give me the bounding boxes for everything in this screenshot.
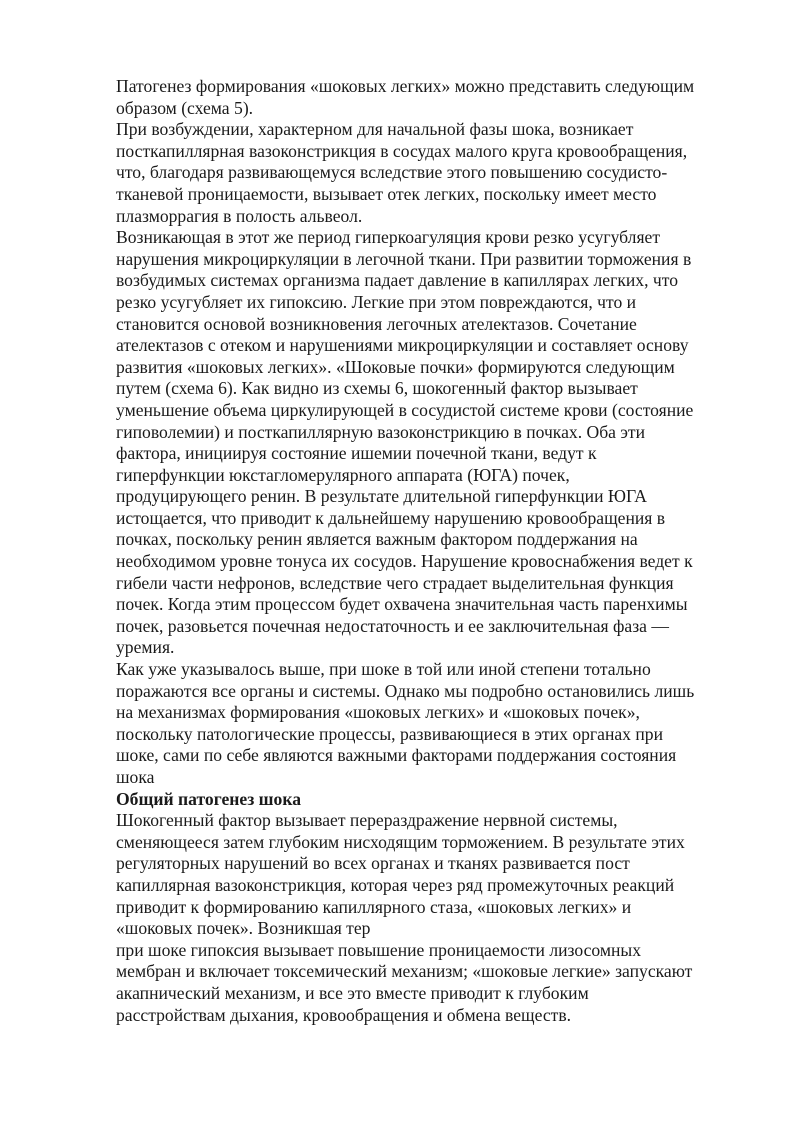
- text-line: продуцирующего ренин. В результате длительной гиперфункции ЮГА: [116, 486, 647, 507]
- text-line: при шоке гипоксия вызывает повышение проницаемости лизосомных: [116, 939, 642, 960]
- text-line: мембран и включает токсемический механизм; «шоковые легкие» запускают: [116, 961, 693, 982]
- section-heading: Общий патогенез шока: [116, 788, 301, 809]
- text-line: При возбуждении, характерном для начальной фазы шока, возникает: [116, 119, 634, 140]
- text-line: акапнический механизм, и все это вместе приводит к глубоким: [116, 982, 589, 1003]
- text-line: гибели части нефронов, вследствие чего страдает выделительная функция: [116, 572, 674, 593]
- text-line: «шоковых почек». Возникшая тер: [116, 918, 371, 939]
- text-line: гиповолемии) и посткапиллярную вазоконстрикцию в почках. Оба эти: [116, 421, 646, 442]
- text-line: тканевой проницаемости, вызывает отек легких, поскольку имеет место: [116, 183, 657, 204]
- text-line: образом (схема 5).: [116, 97, 254, 118]
- text-line: Патогенез формирования «шоковых легких» можно представить следующим: [116, 76, 695, 96]
- text-line: уремия.: [116, 637, 175, 658]
- text-line: резко усугубляет их гипоксию. Легкие при этом повреждаются, что и: [116, 291, 637, 312]
- document-page: [116, 76, 768, 1026]
- text-line: плазморрагия в полость альвеол.: [116, 205, 363, 226]
- text-line: поскольку патологические процессы, развивающиеся в этих органах при: [116, 723, 663, 744]
- text-line: что, благодаря развивающемуся вследствие этого повышению сосудисто-: [116, 162, 668, 183]
- text-line: почек. Когда этим процессом будет охвачена значительная часть паренхимы: [116, 594, 688, 615]
- text-line: фактора, инициируя состояние ишемии почечной ткани, ведут к: [116, 443, 597, 464]
- text-line: развития «шоковых легких». «Шоковые почки» формируются следующим: [116, 356, 675, 377]
- text-line: возбудимых системах организма падает давление в капиллярах легких, что: [116, 270, 678, 291]
- text-line: капиллярная вазоконстрикция, которая через ряд промежуточных реакций: [116, 874, 675, 895]
- text-line: истощается, что приводит к дальнейшему нарушению кровообращения в: [116, 507, 666, 528]
- text-line: ателектазов с отеком и нарушениями микроциркуляции и составляет основу: [116, 335, 689, 356]
- text-line: становится основой возникновения легочных ателектазов. Сочетание: [116, 313, 637, 334]
- text-line: путем (схема 6). Как видно из схемы 6, шокогенный фактор вызывает: [116, 378, 638, 399]
- text-line: уменьшение объема циркулирующей в сосудистой системе крови (состояние: [116, 399, 694, 420]
- text-line: нарушения микроциркуляции в легочной ткани. При развитии торможения в: [116, 248, 692, 269]
- text-line: приводит к формированию капиллярного стаза, «шоковых легких» и: [116, 896, 632, 917]
- text-line: шока: [116, 767, 155, 787]
- text-line: поражаются все органы и системы. Однако мы подробно остановились лишь: [116, 680, 695, 701]
- text-line: Возникающая в этот же период гиперкоагуляция крови резко усугубляет: [116, 227, 661, 248]
- text-line: шоке, сами по себе являются важными факторами поддержания состояния: [116, 745, 677, 766]
- text-line: расстройствам дыхания, кровообращения и обмена веществ.: [116, 1004, 572, 1025]
- text-line: необходимом уровне тонуса их сосудов. Нарушение кровоснабжения ведет к: [116, 551, 693, 572]
- text-line: гиперфункции юкстагломерулярного аппарата (ЮГА) почек,: [116, 464, 570, 485]
- text-line: почках, поскольку ренин является важным фактором поддержания на: [116, 529, 638, 550]
- text-line: Как уже указывалось выше, при шоке в той или иной степени тотально: [116, 659, 651, 680]
- text-line: Шокогенный фактор вызывает перераздражение нервной системы,: [116, 810, 618, 831]
- text-line: посткапиллярная вазоконстрикция в сосудах малого круга кровообращения,: [116, 140, 688, 161]
- text-line: почек, разовьется почечная недостаточность и ее заключительная фаза —: [116, 615, 669, 636]
- text-line: регуляторных нарушений во всех органах и тканях развивается пост: [116, 853, 630, 874]
- text-line: на механизмах формирования «шоковых легких» и «шоковых почек»,: [116, 702, 640, 723]
- text-line: сменяющееся затем глубоким нисходящим торможением. В результате этих: [116, 831, 685, 852]
